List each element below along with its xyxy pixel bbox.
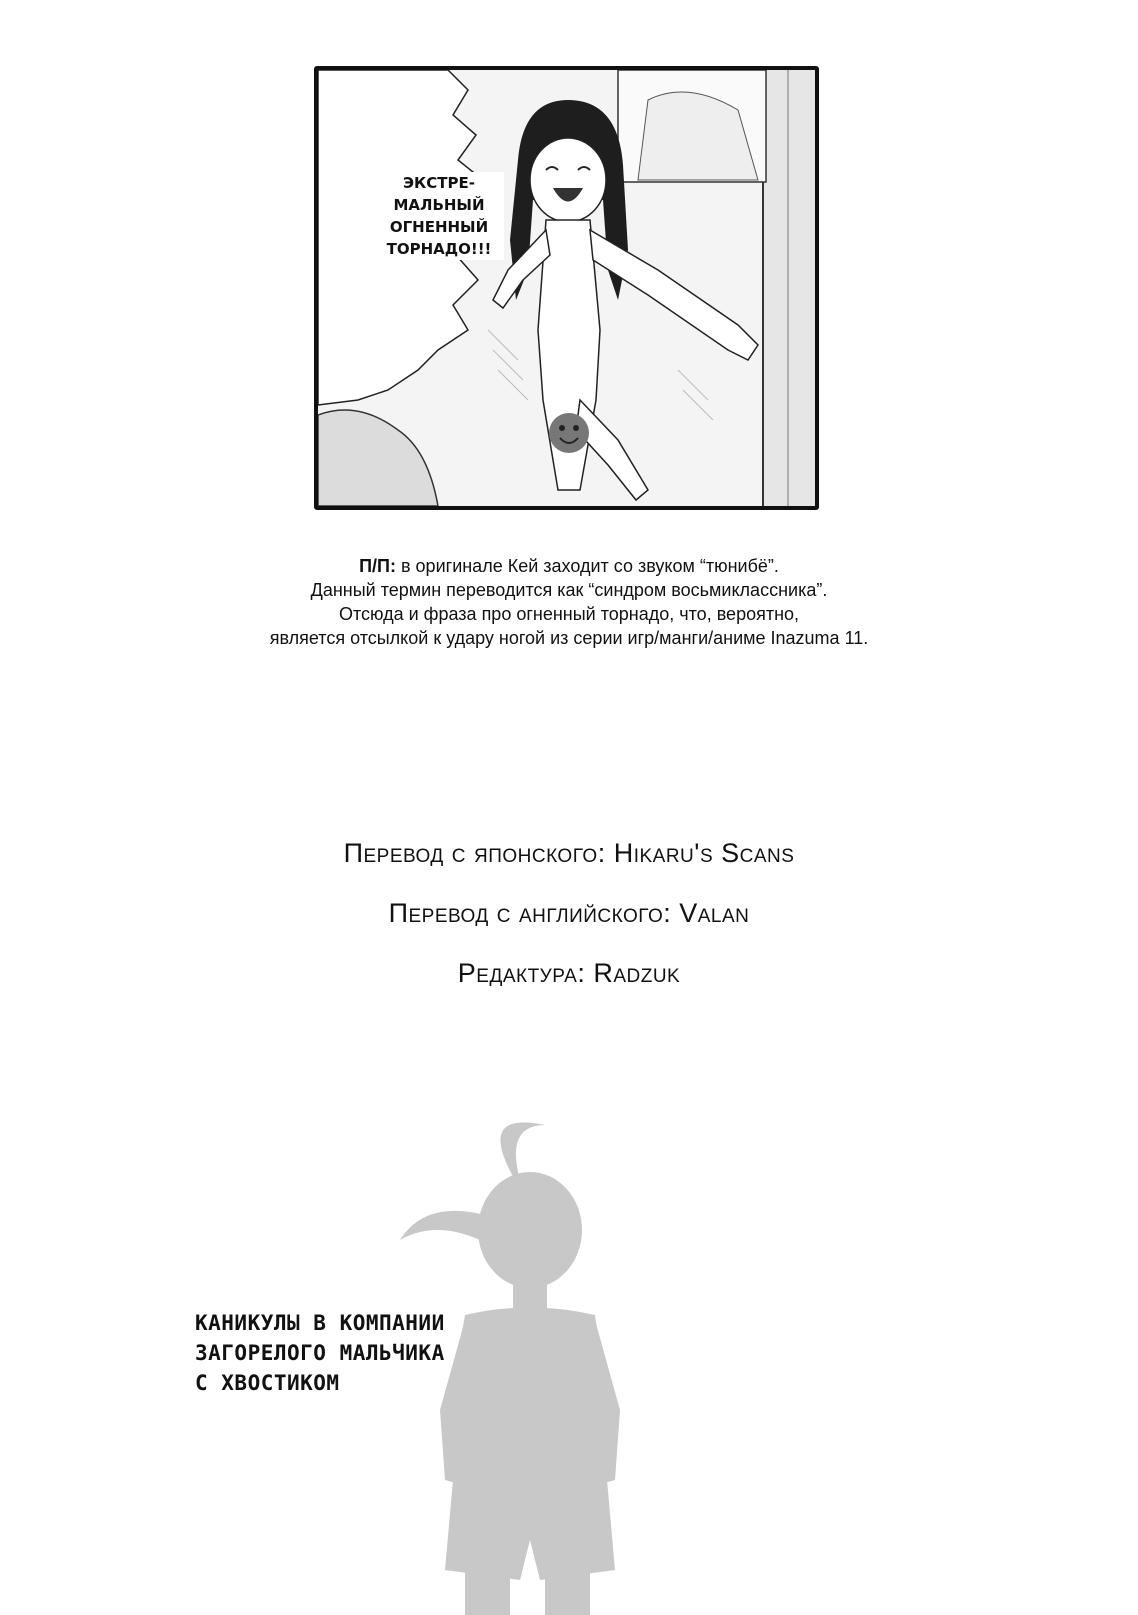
series-title-line-3: С ХВОСТИКОМ bbox=[195, 1371, 340, 1395]
translator-note-line-2: Данный термин переводится как “синдром восьмиклассника”. bbox=[310, 580, 828, 600]
series-title-line-1: КАНИКУЛЫ В КОМПАНИИ bbox=[195, 1311, 445, 1335]
translator-note-text-1: в оригинале Кей заходит со звуком “тюнибё”. bbox=[395, 556, 779, 576]
translator-note-label: П/П: bbox=[359, 556, 396, 576]
series-title bbox=[195, 1308, 515, 1398]
translator-note-line-4: является отсылкой к удару ногой из серии игр/манги/аниме Inazuma 11. bbox=[269, 628, 869, 648]
credit-translation-english: Перевод с английского: Valan bbox=[388, 898, 750, 928]
sfx-line-2: МАЛЬНЫЙ bbox=[393, 196, 485, 214]
sfx-caption bbox=[374, 172, 504, 260]
manga-panel bbox=[314, 66, 819, 510]
sfx-line-3: ОГНЕННЫЙ bbox=[389, 218, 489, 236]
credit-translation-japanese: Перевод с японского: Hikaru's Scans bbox=[343, 838, 795, 868]
series-title-line-2: ЗАГОРЕЛОГО МАЛЬЧИКА bbox=[195, 1341, 445, 1365]
manga-panel-artwork bbox=[318, 70, 815, 506]
translator-note-line-1 bbox=[180, 554, 958, 578]
credit-editing: Редактура: Radzuk bbox=[457, 958, 681, 988]
translator-note-line-3: Отсюда и фраза про огненный торнадо, что, вероятно, bbox=[338, 604, 800, 624]
sfx-line-1: ЭКСТРЕ- bbox=[403, 174, 475, 192]
translator-note bbox=[180, 554, 958, 650]
sfx-line-4: ТОРНАДО!!! bbox=[386, 240, 492, 258]
